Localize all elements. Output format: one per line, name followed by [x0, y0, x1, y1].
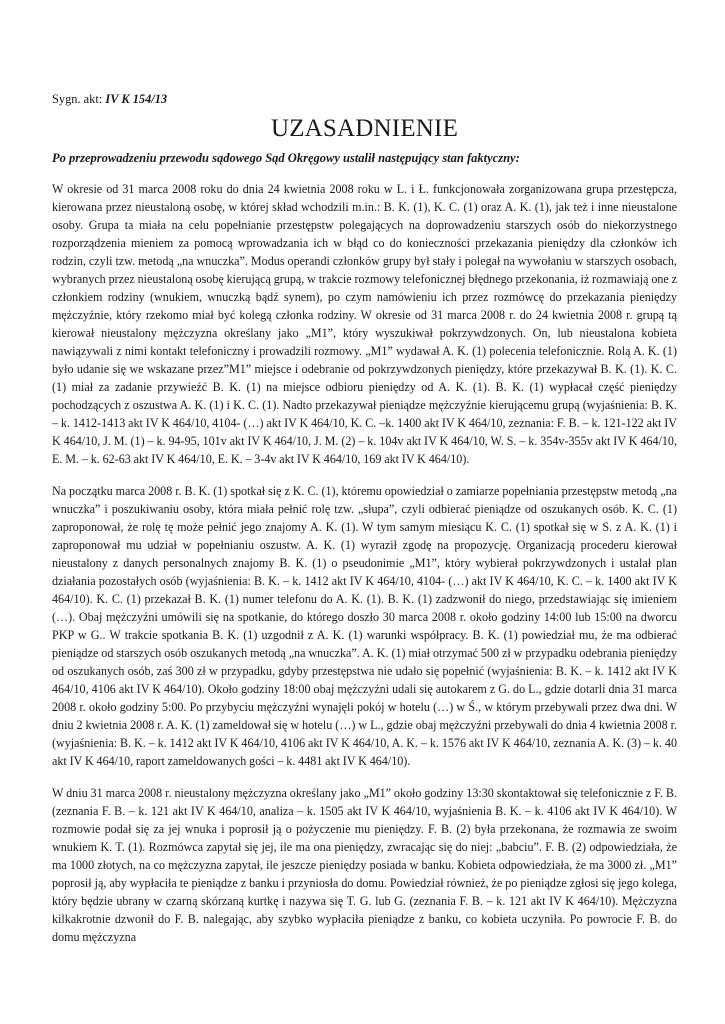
- case-signature: [52, 92, 677, 107]
- document-title: UZASADNIENIE: [270, 115, 459, 142]
- case-signature-label: Sygn. akt:: [52, 92, 103, 106]
- paragraph-1: W okresie od 31 marca 2008 roku do dnia 24 kwietnia 2008 roku w L. i Ł. funkcjonowała zorganizowana grupa przestępcza, kierowana przez nieustaloną osobę, w której skład wchodzili m.in.: B. K. (1), K. C. (1) oraz A. K. (1), jak też i inne nieustalone osoby. Grupa ta miała na celu popełnianie przestępstw polegających na doprowadzeniu starszych osób do niekorzystnego rozporządzenia mieniem za pomocą wprowadzania ich w błąd co do konieczności przekazania pieniędzy dla członków ich rodzin, czyli tzw. metodą „na wnuczka”. Modus operandi członków grupy był stały i polegał na wywołaniu w starszych osobach, wybranych przez nieustaloną osobę kierującą grupą, w trakcie rozmowy telefonicznej błędnego przekonania, iż rozmawiają one z członkiem rodziny (wnukiem, wnuczką bądź synem), po czym namówieniu ich przez rozmówcę do przekazania pieniędzy mężczyźnie, który rzekomo miał być kolegą członka rodziny. W okresie od 31 marca 2008 r. do 24 kwietnia 2008 r. grupą tą kierował nieustalony mężczyzna określany jako „M1”, który wyszukiwał pokrzywdzonych. On, lub nieustalona kobieta nawiązywali z nimi kontakt telefoniczny i prowadzili rozmowy. „M1” wydawał A. K. (1) polecenia telefonicznie. Rolą A. K. (1) było udanie się we wskazane przez”M1” miejsce i odebranie od pokrzywdzonych pieniędzy, które przekazywał B. K. (1). K. C. (1) miał za zadanie przywieźć B. K. (1) na miejsce odbioru pieniędzy od A. K. (1). B. K. (1) wypłacał część pieniędzy pochodzących z oszustwa A. K. (1) i K. C. (1). Nadto przekazywał pieniądze mężczyźnie kierującemu grupą (wyjaśnienia: B. K. – k. 1412-1413 akt IV K 464/10, 4104- (…) akt IV K 464/10, K. C. –k. 1400 akt IV K 464/10, zeznania: F. B. – k. 121-122 akt IV K 464/10, J. M. (1) – k. 94-95, 101v akt IV K 464/10, J. M. (2) – k. 104v akt IV K 464/10, W. S. – k. 354v-355v akt IV K 464/10, E. M. – k. 62-63 akt IV K 464/10, E. K. – 3-4v akt IV K 464/10, 169 akt IV K 464/10).: [52, 182, 677, 466]
- document-subtitle: Po przeprowadzeniu przewodu sądowego Sąd Okręgowy ustalił następujący stan faktyczny:: [52, 151, 520, 165]
- case-signature-number: IV K 154/13: [105, 92, 168, 106]
- paragraph-3: W dniu 31 marca 2008 r. nieustalony mężczyzna określany jako „M1” około godziny 13:30 skontaktował się telefonicznie z F. B. (zeznania F. B. – k. 121 akt IV K 464/10, analiza – k. 1505 akt IV K 464/10, wyjaśnienia B. K. – k. 4106 akt IV K 464/10). W rozmowie podał się za jej wnuka i poprosił ją o pożyczenie mu pieniędzy. F. B. (2) była przekonana, że rozmawia ze swoim wnukiem K. T. (1). Rozmówca zapytał się jej, ile ma ona pieniędzy, zwracając się do niej: „babciu”. F. B. (2) odpowiedziała, że ma 1000 złotych, na co mężczyzna zapytał, ile jeszcze pieniędzy posiada w banku. Kobieta odpowiedziała, że ma 3000 zł. „M1” poprosił ją, aby wypłaciła te pieniądze z banku i przyniosła do domu. Powiedział również, że po pieniądze zgłosi się jego kolega, który będzie ubrany w czarną skórzaną kurtkę i nazywa się T. G. lub G. (zeznania F. B. – k. 121 akt IV K 464/10). Mężczyzna kilkakrotnie dzwonił do F. B. nalegając, aby szybko wypłaciła pieniądze z banku, co kobieta uczyniła. Po powrocie F. B. do domu mężczyzna: [52, 786, 677, 944]
- document-page: [52, 92, 677, 960]
- paragraph-2: Na początku marca 2008 r. B. K. (1) spotkał się z K. C. (1), któremu opowiedział o zamiarze popełniania przestępstw metodą „na wnuczka” i poszukiwaniu osoby, która miała pełnić rolę tzw. „słupa”, czyli odbierać pieniądze od oszukanych osób. K. C. (1) zaproponował, że rolę tę może pełnić jego znajomy A. K. (1). W tym samym miesiącu K. C. (1) spotkał się w S. z A. K. (1) i zaproponował mu udział w popełnianiu oszustw. A. K. (1) wyraził zgodę na propozycję. Organizacją procederu kierował nieustalony z danych personalnych znajomy B. K. (1) o pseudonimie „M1”, który wybierał pokrzywdzonych i ustalał plan działania pozostałych osób (wyjaśnienia: B. K. – k. 1412 akt IV K 464/10, 4104- (…) akt IV K 464/10, K. C. – k. 1400 akt IV K 464/10). K. C. (1) przekazał B. K. (1) numer telefonu do A. K. (1). B. K. (1) zadzwonił do niego, przedstawiając się imieniem (…). Obaj mężczyźni umówili się na spotkanie, do którego doszło 30 marca 2008 r. około godziny 14:00 lub 15:00 na dworcu PKP w G.. W trakcie spotkania B. K. (1) uzgodnił z A. K. (1) warunki współpracy. B. K. (1) powiedział mu, że ma odbierać pieniądze od starszych osób oszukanych metodą „na wnuczka”. A. K. (1) miał otrzymać 500 zł w przypadku odebrania pieniędzy od oszukanych osób, zaś 300 zł w przypadku, gdyby przestępstwa nie udało się popełnić (wyjaśnienia: B. K. – k. 1412 akt IV K 464/10, 4106 akt IV K 464/10). Około godziny 18:00 obaj mężczyźni udali się autokarem z G. do L., gdzie dotarli dnia 31 marca 2008 r. około godziny 5:00. Po przybyciu mężczyźni wynajęli pokój w hotelu (…) w Ś., w którym przebywali przez dwa dni. W dniu 2 kwietnia 2008 r. A. K. (1) zameldował się w hotelu (…) w L., gdzie obaj mężczyźni przebywali do dnia 4 kwietnia 2008 r. (wyjaśnienia: B. K. – k. 1412 akt IV K 464/10, 4106 akt IV K 464/10, A. K. – k. 1576 akt IV K 464/10, zeznania A. K. (3) – k. 40 akt IV K 464/10, raport zameldowanych gości – k. 4481 akt IV K 464/10).: [52, 484, 677, 768]
